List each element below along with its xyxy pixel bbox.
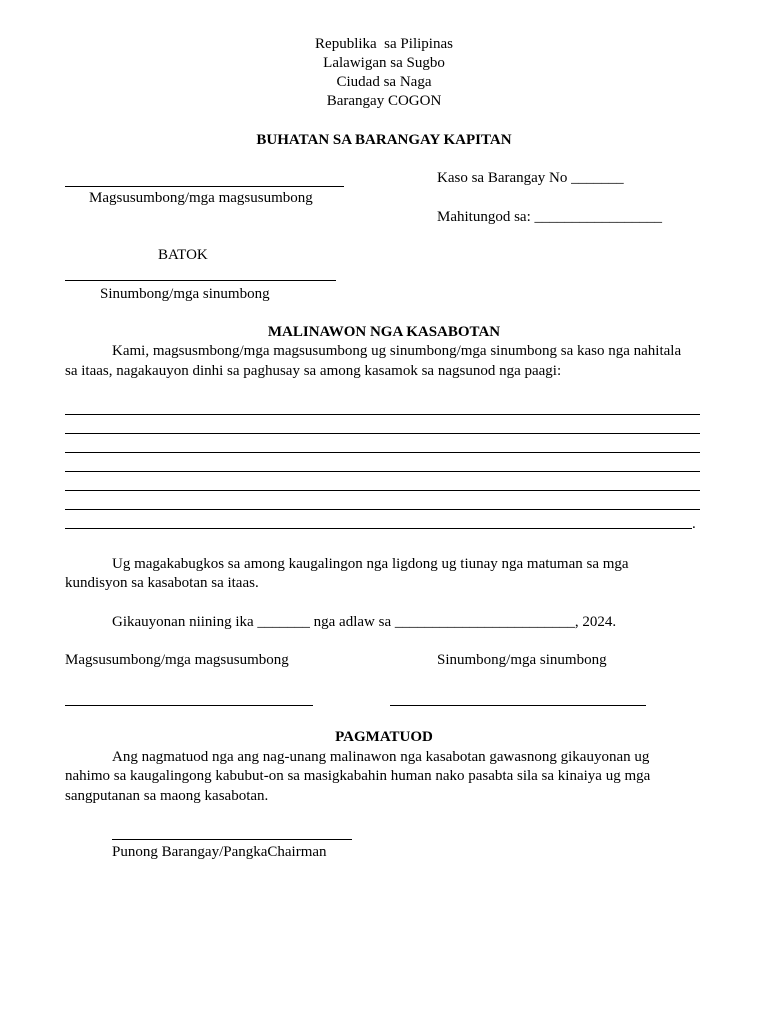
official-label: Punong Barangay/PangkaChairman xyxy=(112,844,327,860)
subject-field: Mahitungod sa: _________________ xyxy=(437,209,662,225)
header-barangay: Barangay COGON xyxy=(326,93,442,109)
terms-line xyxy=(65,414,700,415)
case-number-field: Kaso sa Barangay No _______ xyxy=(437,170,624,186)
terms-line xyxy=(65,452,700,453)
attestation-line-1: Ang nagmatuod nga ang nag-unang malinawon nga kasabotan gawasnong gikauyonan ug xyxy=(112,749,650,765)
date-line: Gikauyonan niining ika _______ nga adlaw sa ________________________, 2024. xyxy=(112,614,617,630)
sign-respondent-label: Sinumbong/mga sinumbong xyxy=(437,652,607,668)
sign-complainant-label: Magsusumbong/mga magsusumbong xyxy=(65,652,289,668)
attestation-line-3: sangputanan sa maong kasabotan. xyxy=(65,788,269,804)
attestation-line-2: nahimo sa kaugalingong kabubut-on sa masigkabahin human nako pasabta sila sa kinaiya ug mga xyxy=(65,768,651,784)
header-republic: Republika sa Pilipinas xyxy=(315,36,453,52)
complainant-signature-line xyxy=(65,705,313,706)
complainant-label: Magsusumbong/mga magsusumbong xyxy=(89,190,313,206)
terms-line xyxy=(65,490,700,491)
terms-line xyxy=(65,509,700,510)
agreement-title: MALINAWON NGA KASABOTAN xyxy=(267,324,501,340)
agreement-intro-line-1: Kami, magsusmbong/mga magsusumbong ug sinumbong/mga sinumbong sa kaso nga nahitala xyxy=(112,343,682,359)
terms-line xyxy=(65,433,700,434)
terms-line xyxy=(65,471,700,472)
respondent-label: Sinumbong/mga sinumbong xyxy=(100,286,270,302)
official-signature-line xyxy=(112,839,352,840)
terms-line-last xyxy=(65,528,692,529)
header-city: Ciudad sa Naga xyxy=(336,74,432,90)
attestation-title: PAGMATUOD xyxy=(335,729,433,745)
terms-end-period: . xyxy=(692,516,696,532)
office-title: BUHATAN SA BARANGAY KAPITAN xyxy=(256,132,512,148)
versus-label: BATOK xyxy=(158,247,208,263)
commitment-line-2: kundisyon sa kasabotan sa itaas. xyxy=(65,575,259,591)
agreement-intro-line-2: sa itaas, nagakauyon dinhi sa paghusay sa among kasamok sa nagsunod nga paagi: xyxy=(65,363,562,379)
respondent-name-line xyxy=(65,280,336,281)
complainant-name-line xyxy=(65,186,344,187)
respondent-signature-line xyxy=(390,705,646,706)
commitment-line-1: Ug magakabugkos sa among kaugalingon nga ligdong ug tiunay nga matuman sa mga xyxy=(112,556,629,572)
header-province: Lalawigan sa Sugbo xyxy=(323,55,445,71)
